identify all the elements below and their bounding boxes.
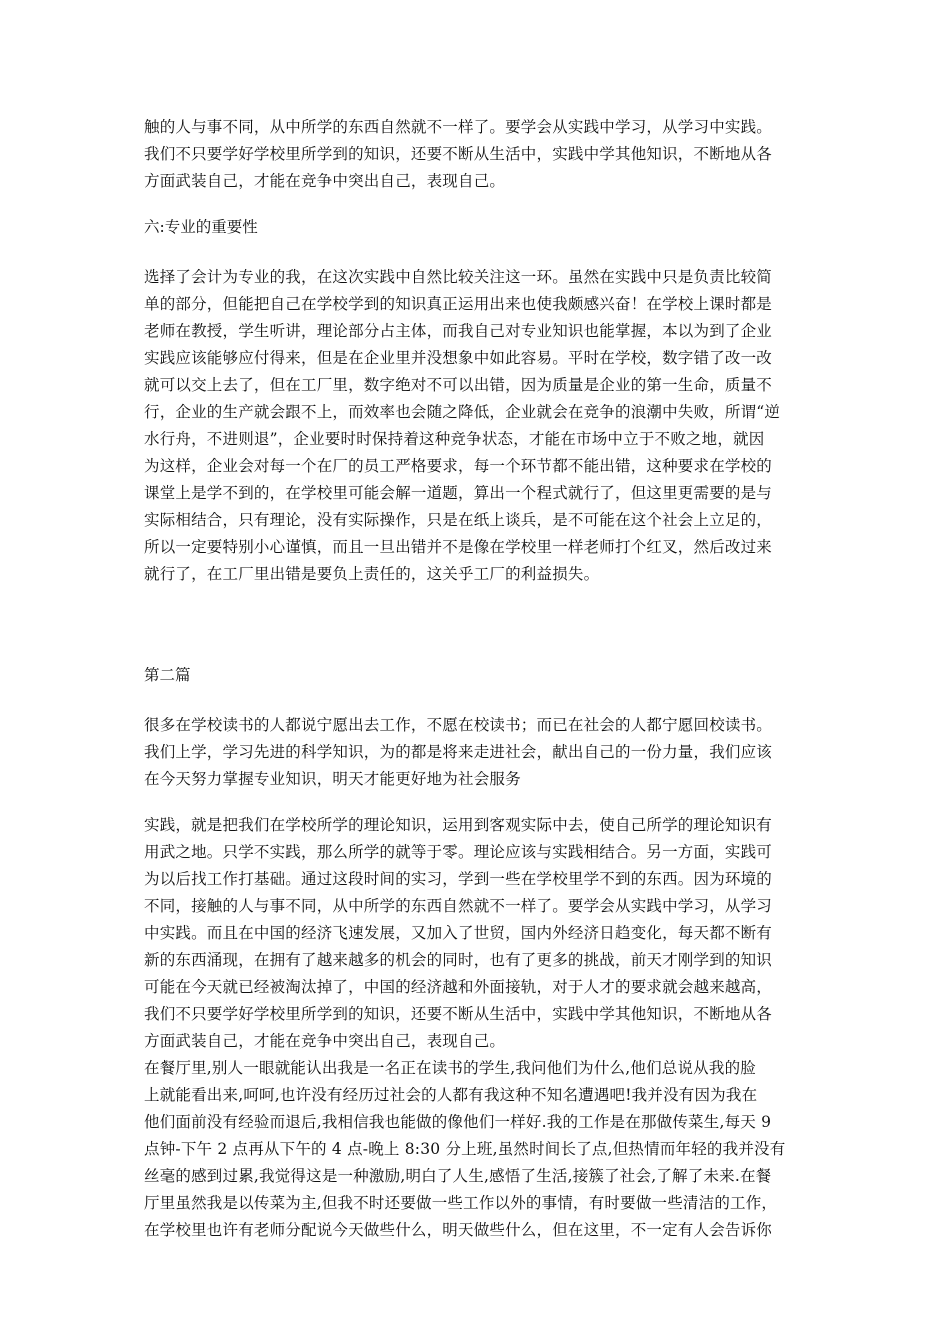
text-line: 课堂上是学不到的，在学校里可能会解一道题，算出一个程式就行了，但这里更需要的是与 [144,484,773,502]
text-line: 实践应该能够应付得来，但是在企业里并没想象中如此容易。平时在学校，数字错了改一改 [144,349,773,367]
text-line: 我们不只要学好学校里所学到的知识，还要不断从生活中，实践中学其他知识，不断地从各 [144,145,773,163]
text-line: 我们不只要学好学校里所学到的知识，还要不断从生活中，实践中学其他知识，不断地从各 [144,1005,773,1023]
text-line: 在学校里也许有老师分配说今天做些什么，明天做些什么，但在这里，不一定有人会告诉你 [144,1221,773,1239]
text-line: 就行了，在工厂里出错是要负上责任的，这关乎工厂的利益损失。 [144,565,600,583]
text-line: 在今天努力掌握专业知识，明天才能更好地为社会服务 [144,770,521,788]
text-line: 实际相结合，只有理论，没有实际操作，只是在纸上谈兵，是不可能在这个社会上立足的， [144,511,773,529]
text-line: 上就能看出来,呵呵,也许没有经历过社会的人都有我这种不知名遭遇吧!我并没有因为我在 [144,1086,758,1104]
text-line: 很多在学校读书的人都说宁愿出去工作，不愿在校读书；而已在社会的人都宁愿回校读书。 [144,716,773,734]
text-line: 实践，就是把我们在学校所学的理论知识，运用到客观实际中去，使自己所学的理论知识有 [144,816,773,834]
text-line: 为以后找工作打基础。通过这段时间的实习，学到一些在学校里学不到的东西。因为环境的 [144,870,773,888]
text-line: 水行舟，不进则退”，企业要时时保持着这种竞争状态，才能在市场中立于不败之地，就因 [144,430,765,448]
text-line: 点钟-下午 2 点再从下午的 4 点-晚上 8:30 分上班,虽然时间长了点,但热情而年轻的我并没有 [144,1140,786,1158]
text-line: 中实践。而且在中国的经济飞速发展，又加入了世贸，国内外经济日趋变化，每天都不断有 [144,924,773,942]
text-line: 方面武装自己，才能在竞争中突出自己，表现自己。 [144,172,506,190]
text-line: 所以一定要特别小心谨慎，而且一旦出错并不是像在学校里一样老师打个红叉，然后改过来 [144,538,773,556]
paragraph-top [144,114,812,195]
section-heading-professional-importance: 六:专业的重要性 [144,218,258,236]
text-line: 选择了会计为专业的我，在这次实践中自然比较关注这一环。虽然在实践中只是负责比较简 [144,268,773,286]
text-line: 新的东西涌现，在拥有了越来越多的机会的同时，也有了更多的挑战，前天才刚学到的知识 [144,951,773,969]
text-line: 丝毫的感到过累,我觉得这是一种激励,明白了人生,感悟了生活,接簇了社会,了解了未来.在餐 [144,1167,772,1185]
text-line: 我们上学，学习先进的科学知识，为的都是将来走进社会，献出自己的一份力量，我们应该 [144,743,773,761]
text-line: 方面武装自己，才能在竞争中突出自己，表现自己。 [144,1032,506,1050]
text-line: 不同，接触的人与事不同，从中所学的东西自然就不一样了。要学会从实践中学习，从学习 [144,897,773,915]
text-line: 单的部分，但能把自己在学校学到的知识真正运用出来也使我颇感兴奋！在学校上课时都是 [144,295,773,313]
text-line: 为这样，企业会对每一个在厂的员工严格要求，每一个环节都不能出错，这种要求在学校的 [144,457,773,475]
text-line: 可能在今天就已经被淘汰掉了，中国的经济越和外面接轨，对于人才的要求就会越来越高， [144,978,773,996]
text-line: 就可以交上去了，但在工厂里，数字绝对不可以出错，因为质量是企业的第一生命，质量不 [144,376,773,394]
text-line: 触的人与事不同，从中所学的东西自然就不一样了。要学会从实践中学习，从学习中实践。 [144,118,773,136]
text-line: 用武之地。只学不实践，那么所学的就等于零。理论应该与实践相结合。另一方面，实践可 [144,843,773,861]
text-line: 老师在教授，学生听讲，理论部分占主体，而我自己对专业知识也能掌握，本以为到了企业 [144,322,773,340]
paragraph-professional-importance [144,264,812,588]
section-heading-second-article: 第二篇 [144,666,191,684]
text-line: 在餐厅里,别人一眼就能认出我是一名正在读书的学生,我问他们为什么,他们总说从我的脸 [144,1059,756,1077]
text-line: 他们面前没有经验而退后,我相信我也能做的像他们一样好.我的工作是在那做传菜生,每天 9 [144,1113,772,1131]
text-line: 行，企业的生产就会跟不上，而效率也会随之降低，企业就会在竞争的浪潮中失败，所谓“逆 [144,403,781,421]
paragraph-intro [144,712,812,793]
text-line: 厅里虽然我是以传菜为主,但我不时还要做一些工作以外的事情，有时要做一些清洁的工作， [144,1194,778,1212]
paragraph-practice [144,812,812,1244]
